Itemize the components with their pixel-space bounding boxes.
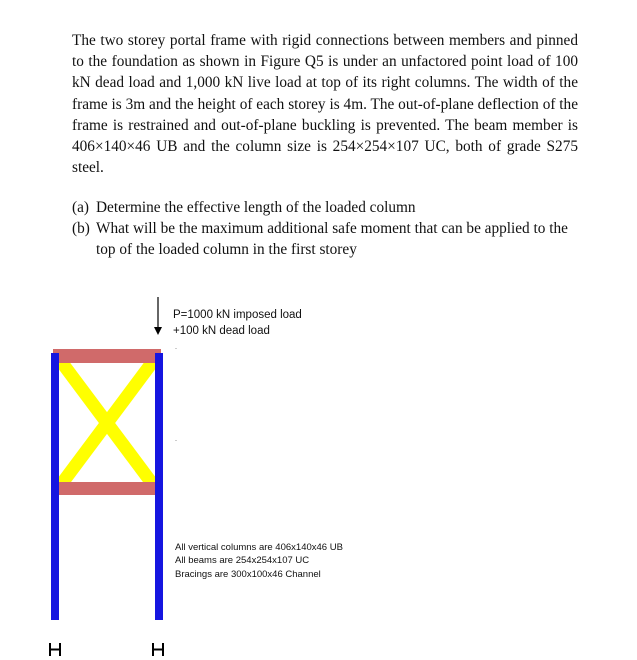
note-bracings: Bracings are 300x100x46 Channel: [175, 569, 321, 580]
question-a-label: (a): [72, 199, 89, 216]
beam-top: [53, 349, 161, 363]
portal-frame-figure: [0, 285, 637, 660]
load-label-dead: +100 kN dead load: [173, 325, 270, 337]
right-column: [155, 353, 163, 620]
note-beams: All beams are 254x254x107 UC: [175, 555, 310, 566]
question-b: [72, 218, 580, 260]
beam-middle: [53, 482, 161, 495]
question-b-label: (b): [72, 220, 90, 238]
question-b-text: What will be the maximum additional safe moment that can be applied to the top of the loaded column in the first storey: [96, 220, 568, 259]
question-a: [72, 197, 580, 218]
load-label-imposed: P=1000 kN imposed load: [173, 309, 302, 321]
left-column: [51, 353, 59, 620]
problem-paragraph: The two storey portal frame with rigid connections between members and pinned to the foundation as shown in Figure Q5 is under an unfactored point load of 100 kN dead load and 1,000 kN live load at top of its right columns. The width of the frame is 3m and the height of each storey is 4m. The out-of-plane deflection of the frame is restrained and out-of-plane buckling is prevented. The beam member is 406×140×46 UB and the column size is 254×254×107 UC, both of grade S275 steel.: [72, 32, 578, 177]
problem-statement: [72, 30, 578, 178]
question-list: [72, 197, 580, 261]
right-pin-support: [153, 643, 163, 656]
load-arrow-head: [154, 327, 162, 335]
left-pin-support: [50, 643, 60, 656]
note-columns: All vertical columns are 406x140x46 UB: [175, 542, 343, 553]
question-a-text: Determine the effective length of the loaded column: [96, 199, 416, 216]
